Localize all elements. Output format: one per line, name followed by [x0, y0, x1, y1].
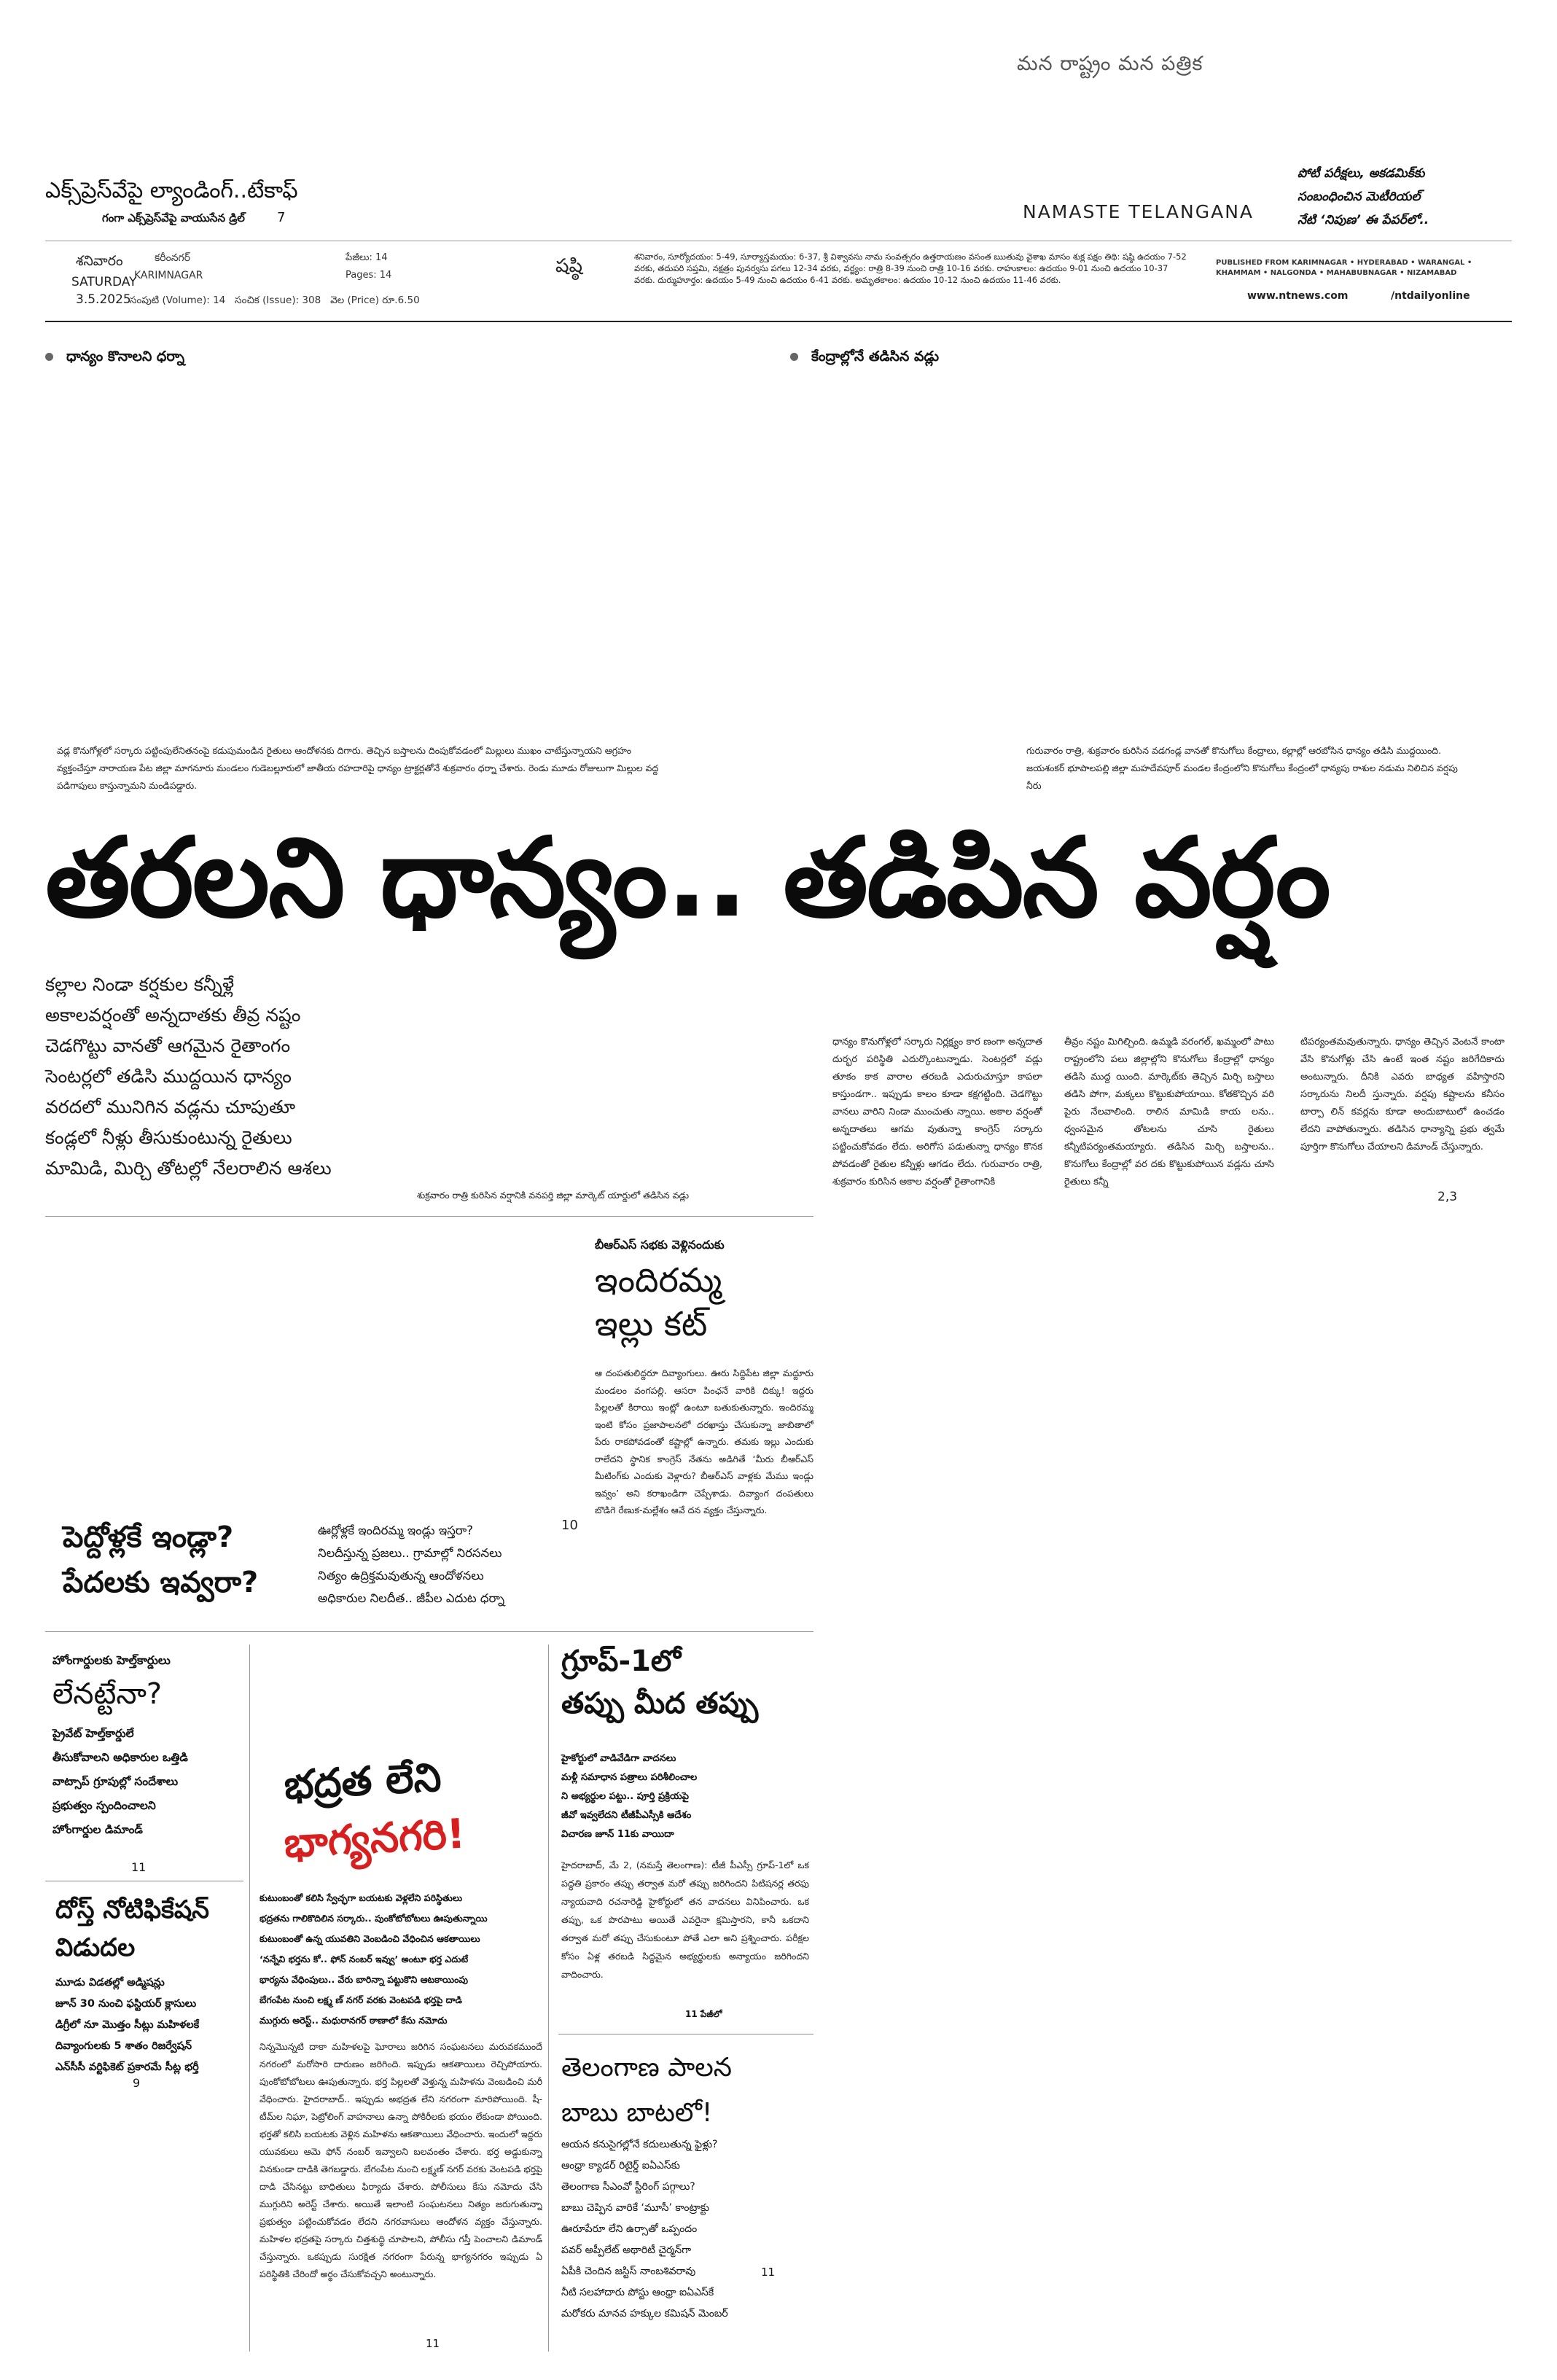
- photo-caption-left: వడ్ల కొనుగోళ్లలో సర్కారు పట్టింపులేనితనంపై కడుపుమండిన రైతులు ఆందోళనకు దిగారు. తెచ్చిన బస్తాలను దింపుకోవడంలో మిల్లులు ముఖం చాటేస్తున్నాయని ఆగ్రహం వ్యక్తంచేస్తూ నారాయణ పేట జిల్లా మాగనూరు మండలం గుడెబల్లూరులో జాతీయ రహదారిపై ధాన్యం ట్రాక్టర్లతోనే శుక్రవారం ధర్నా చేశారు. రెండు మూడు రోజులుగా మిల్లుల వద్ద పడిగాపులు కాస్తున్నామని మండిపడ్డారు.: [57, 745, 659, 791]
- social-link[interactable]: /ntdailyonline: [1391, 290, 1470, 302]
- col-rule-1: [249, 1644, 250, 2352]
- tithi: షష్ఠి: [555, 255, 583, 277]
- pages-telugu: పేజీలు: 14: [346, 252, 388, 263]
- bhagya-headline-2[interactable]: భాగ్యనగరి!: [283, 1810, 467, 1868]
- panchangam: శనివారం, సూర్యోదయం: 5-49, సూర్యాస్తమయం: 6-37, శ్రీ విశ్వావసు నామ సంవత్సరం ఉత్తరాయణం వసంత ఋతువు వైశాఖ మాసం శుక్ల పక్షం తిథి: షష్ఠి ఉదయం 7-52 వరకు, తదుపరి సప్తమి, నక్షత్రం పునర్వసు పగలు 12-34 వరకు, వర్జ్యం: రాత్రి 8-39 నుంచి రాత్రి 10-16 వరకు. రాహుకాలం: ఉదయం 9-01 నుంచి ఉదయం 10-37 వరకు. దుర్ముహూర్తం: ఉదయం 5-49 నుంచి ఉదయం 6-41 వరకు. అమృతకాలం: ఉదయం 10-12 నుంచి ఉదయం 11-46 వరకు.: [634, 251, 1187, 285]
- homeguards-headline[interactable]: లేనట్టేనా?: [52, 1677, 163, 1711]
- photo-label-right-text: కేంద్రాల్లోనే తడిసిన వడ్లు: [811, 348, 940, 364]
- website-link[interactable]: www.ntnews.com: [1247, 290, 1349, 302]
- date-value: 3.5.2025: [76, 292, 131, 307]
- lead-col-2: తీవ్రం నష్టం మిగిల్చింది. ఉమ్మడి వరంగల్, ఖమ్మంలో పాటు రాష్ట్రంలోని పలు జిల్లాల్లోని కొనుగోలు కేంద్రాల్లో ధాన్యం తడిసి ముద్ద యింది. మార్కెట్‌కు తెచ్చిన మిర్చి బస్తాలు తడిసి పోగా, మక్కలు కొట్టుకుపోయాయి. కోతకొచ్చిన వరి పైరు నేలవాలింది. రాలిన మామిడి కాయ లను.. ధ్వంసమైన తోటలను చూసి రైతులు కన్నీటిపర్యంతమయ్యారు. తడిసిన మిర్చి బస్తాలను.. కొనుగోలు కేంద్రాల్లో వర దకు కొట్టుకుపోయిన వడ్లను చూసి రైతులు కన్నీ: [1064, 1037, 1274, 1187]
- right-lower-blank: [831, 1229, 1512, 2352]
- bullet-icon: [45, 353, 53, 361]
- photo-wet-paddy: [790, 372, 1512, 729]
- photo-market-yard: [417, 974, 816, 1178]
- lead-photo-caption: శుక్రవారం రాత్రి కురిసిన వర్షానికి వనపర్తి జిల్లా మార్కెట్ యార్డులో తడిసిన వడ్లు: [417, 1190, 690, 1201]
- lead-col-1: ధాన్యం కొనుగోళ్లలో సర్కారు నిర్లక్ష్యం కార ణంగా అన్నదాత దుర్భర పరిస్థితి ఎదుర్కొంటున్నాడు. సెంటర్లలో వడ్లు తూకం కాక వారాల తరబడి ఎదురుచూస్తూ కాపలా కాస్తుండగా.. ఇప్పుడు కాలం కూడా కక్షగట్టింది. చెడగొట్టు వానలు వారిని నిండా ముంచుతు న్నాయి. అకాల వర్షంతో అన్నదాతలు ఆగమ వుతున్నా కాంగ్రెస్ సర్కారు పట్టించుకోవడం లేదు. అరిగోస పడుతున్నా ధాన్యం కొనక పోవడంతో రైతుల కన్నీళ్లు ఆగడం లేదు. గురువారం రాత్రి, శుక్రవారం కురిసిన అకాల వర్షంతో రైతాంగానికి: [832, 1037, 1042, 1187]
- dost-headline[interactable]: దోస్త్ నోటిఫికేషన్ విడుదల: [55, 1895, 210, 1962]
- left-teaser-title[interactable]: ఎక్స్‌ప్రెస్‌వేపై ల్యాండింగ్‌..టేకాఫ్: [45, 178, 298, 203]
- bhagya-body: నిన్నమొన్నటి దాకా మహిళలపై ఘోరాలు జరిగిన సంఘటనలు మరువకముందే నగరంలో మరోసారి దారుణం జరిగింది. ఇప్పుడు ఆకతాయిలు రెచ్చిపోయారు. పుంకోటోబోటలు ఊపుతున్నారు. భర్త పిల్లలతో వెళ్తున్న మహిళను వెంబడించి మరీ వేధించారు. హైదరాబాద్.. ఇప్పుడు అభద్రత లేని నగరంగా మారిపోయింది. షీ-టీమ్‌ల నిఘా, పెట్రోలింగ్ వాహనాలు ఉన్నా పోకిరీలకు భయం లేకుండా పోయింది. భర్తతో కలిసి బయటకు వెళ్లిన మహిళను ఆకతాయిలు వేధించారు. ఇందులో ఇద్దరు యువకులు ఆమె ఫోన్ నంబర్ ఇవ్వాలని బలవంతం చేశారు. భర్త అడ్డుకున్నా వినకుండా దాడికి తెగబడ్డారు. బేగంపేట నుంచి లక్ష్మణ్ నగర్ వరకు వెంటపడి భర్తపై దాడి చేసినట్టు బాధితులు ఫిర్యాదు చేశారు. పోలీసులు కేసు నమోదు చేసి ముగ్గురిని అరెస్ట్ చేశారు. అయితే ఇలాంటి సంఘటనలు నిత్యం జరుగుతున్నా ప్రభుత్వం పట్టించుకోవడం లేదని నగరవాసులు ఆందోళన వ్యక్తం చేస్తున్నారు. మహిళల భద్రతపై సర్కారు చిత్తశుద్ధి చూపాలని, పోలీసు గస్తీ పెంచాలని డిమాండ్ చేస్తున్నారు. ఒకప్పుడు సురక్షిత నగరంగా పేరున్న భాగ్యనగరం ఇప్పుడు ఏ పరిస్థితికి చేరిందో అర్థం చేసుకోవచ్చని అంటున్నారు.: [260, 2041, 542, 2279]
- lead-headline[interactable]: తరలని ధాన్యం.. తడిపిన వర్షం: [45, 815, 1330, 942]
- bhagya-headline-1[interactable]: భద్రత లేని: [283, 1754, 442, 1809]
- dost-page: 9: [133, 2076, 141, 2090]
- pages: Pages: 14: [346, 270, 392, 281]
- homeguards-page: 11: [131, 1860, 147, 1874]
- section-divider-mid: [45, 1631, 813, 1632]
- pedollake-headline[interactable]: పెద్దోళ్లకే ఇండ్లా? పేదలకు ఇవ్వరా?: [63, 1521, 259, 1599]
- group1-body: హైదరాబాద్, మే 2, (నమస్తే తెలంగాణ): టీజీ పీఎస్సీ గ్రూప్-1లో ఒక పద్ధతి ప్రకారం తప్పు తర్వాత మరో తప్పు జరిగిందని పిటిషనర్ల తరఫు న్యాయవాది రచనారెడ్డి హైకోర్టులో తన వాదనలు వినిపించారు. ఒక తప్పు, ఒక పొరపాటు అయితే ఎవరైనా క్షమిస్తారని, కానీ ఒకదాని తర్వాత మరో తప్పు చేసుకుంటూ పోతే ఎలా అని ప్రశ్నించారు. పరీక్షల కోసం ఏళ్ల తరబడి సిద్ధమైన అభ్యర్థులకు అన్యాయం జరిగిందని వాదించారు.: [561, 1860, 809, 1980]
- volume-line: సంపుటి (Volume): 14 సంచిక (Issue): 308 వెల (Price) రూ.6.50: [130, 294, 420, 306]
- lead-jump-page[interactable]: 2,3: [1437, 1190, 1458, 1204]
- edition: KARIMNAGAR: [134, 270, 203, 281]
- masthead-tagline: మన రాష్ట్రం మన పత్రిక: [1017, 52, 1203, 75]
- date-telugu: శనివారం: [76, 253, 123, 269]
- homeguards-kicker: హోంగార్డులకు హెల్త్‌కార్డులు: [52, 1653, 171, 1667]
- left-teaser-subtitle: గంగా ఎక్స్‌ప్రెస్‌వేపై వాయుసేన డ్రిల్: [102, 211, 245, 225]
- photo-caption-right: గురువారం రాత్రి, శుక్రవారం కురిసిన వడగండ్ల వానతో కొనుగోలు కేంద్రాలు, కల్లాల్లో ఆరబోసిన ధాన్యం తడిసి ముద్దయింది. జయశంకర్ భూపాలపల్లి జిల్లా మహదేవపూర్ మండల కేంద్రంలోని కొనుగోలు కేంద్రంలో ధాన్యపు రాశుల నడుమ నిలిచిన వర్షపు నీరు: [1026, 745, 1458, 791]
- date-day: SATURDAY: [71, 275, 137, 289]
- bullet-icon: [790, 353, 798, 361]
- babu-page: 11: [761, 2266, 776, 2279]
- lead-deck: కల్లాల నిండా కర్షకుల కన్నీళ్లే అకాలవర్షంతో అన్నదాతకు తీవ్ర నష్టం చెడగొట్టు వానతో ఆగమైన రైతాంగం సెంటర్లలో తడిసి ముద్దయిన ధాన్యం వరదలో మునిగిన వడ్లను చూపుతూ కండ్లలో నీళ్లు తీసుకుంటున్న రైతులు మామిడి, మిర్చి తోటల్లో నేలరాలిన ఆశలు: [45, 974, 332, 1179]
- indiramma-body: ఆ దంపతులిద్దరూ దివ్యాంగులు. ఊరు సిద్దిపేట జిల్లా మద్దూరు మండలం వంగపల్లి. ఆసరా పింఛనే వారికి దిక్కు! ఇద్దరు పిల్లలతో కిరాయి ఇంట్లో ఉంటూ బతుకుతున్నారు. ఇందిరమ్మ ఇంటి కోసం ప్రజాపాలనలో దరఖాస్తు చేసుకున్నా జాబితాలో పేరు రాకపోవడంతో కష్టాల్లో ఉన్నారు. తమకు ఇల్లు ఎందుకు రాలేదని స్థానిక కాంగ్రెస్ నేతను అడిగితే ‘మీరు బీఆర్ఎస్ మీటింగ్‌కు ఎందుకు వెళ్లారు? బీఆర్ఎస్ వాళ్లకు మేము ఇండ్లు ఇవ్వం’ అని కరాఖండిగా చెప్పేశాడు. దివ్యాంగ దంపతులు బొడిగె రేణుక-మల్లేశం ఆవే దన వ్యక్తం చేస్తున్నారు.: [595, 1367, 813, 1515]
- photo-label-right: [790, 348, 939, 368]
- photo-indiramma-house: [45, 1229, 571, 1500]
- dost-body: మూడు విడతల్లో అడ్మిషన్లు జూన్ 30 నుంచి ఫస్టియర్ క్లాసులు డిగ్రీలో నూ మొత్తం సీట్లు మహిళలకే దివ్యాంగులకు 5 శాతం రిజర్వేషన్ ఎన్‌సీసీ వర్టిఫికెట్ ప్రకారమే సీట్ల భర్తీ: [55, 1977, 200, 2073]
- indiramma-headline[interactable]: ఇందిరమ్మ ఇల్లు కట్: [595, 1260, 722, 1343]
- group1-deck: హైకోర్టులో వాడివేడిగా వాదనలు మళ్లీ సమాధాన పత్రాలు పరిశీలించాల ని అభ్యర్థుల పట్టు.. పూర్తి ప్రక్రియపై జీవో ఇవ్వలేదని టీజీపీఎస్సీకి ఆదేశం విచారణ జూన్ 11కు వాయిదా: [561, 1753, 698, 1840]
- homeguards-body: ప్రైవేట్ హెల్త్‌కార్డులే తీసుకోవాలని అధికారుల ఒత్తిడి వాట్సాప్ గ్రూపుల్లో సందేశాలు ప్రభుత్వం స్పందించాలని హోంగార్డుల డిమాండ్: [52, 1727, 188, 1836]
- published-from: PUBLISHED FROM KARIMNAGAR • HYDERABAD • WARANGAL • KHAMMAM • NALGONDA • MAHABUBNAGAR • NIZAMABAD: [1216, 259, 1472, 277]
- lead-col-3: టిపర్యంతమవుతున్నారు. ధాన్యం తెచ్చిన వెంటనే కాంటా వేసి కొనుగోళ్లు చేసి ఉంటే ఇంత నష్టం జరిగేదికాదు అంటున్నారు. దీనికి ఎవరు బాధ్యత వహిస్తారని సర్కారును నిలదీ స్తున్నారు. వర్షపు కష్టాలను కనీసం టార్పా లిన్ కవర్లను కూడా అందుబాటులో ఉంచడం లేదని వాపోతున్నారు. తడిసిన ధాన్యాన్ని ప్రభు త్వమే పూర్తిగా కొనుగోలు చేయాలని డిమాండ్ చేస్తున్నారు.: [1300, 1037, 1505, 1152]
- photo-dharna: [45, 372, 774, 729]
- babu-headline[interactable]: తెలంగాణ పాలన బాబు బాటలో!: [561, 2053, 733, 2128]
- photo-label-left: [45, 348, 184, 368]
- col-rule-2: [548, 1644, 549, 2352]
- bhagya-deck: కుటుంబంతో కలిసి స్వేచ్ఛగా బయటకు వెళ్లలేని పరిస్థితులు భద్రతను గాలికొదిలిన సర్కారు.. పుంకోటోబోటలు ఊపుతున్నాయి కుటుంబంతో ఉన్న యువతిని వెంబడించి వేధించిన ఆకతాయిలు ‘నన్నేవి భర్తను కో.. ఫోన్ నంబర్ ఇవ్వు’ అంటూ భర్త ఎదుటే భార్యను వేధింపులు.. వేరు బారిన్నా పట్టుకొని ఆటకాయింపు బేగంపేట నుంచి లక్ష్మ ణ్ నగర్ వరకు వెంటపడి భర్తపై దాడి ముగ్గురు అరెస్ట్.. మధురానగర్ ఠాణాలో కేసు నమోదు: [260, 1892, 488, 2026]
- pedollake-deck: ఊర్లోళ్లకే ఇందిరమ్మ ఇండ్లు ఇస్తరా? నిలదీస్తున్న ప్రజలు.. గ్రామాల్లో నిరసనలు నిత్యం ఉద్రిక్తమవుతున్న ఆందోళనలు అధికారుల నిలదీత.. జీపీల ఎదుట ధర్నా: [318, 1523, 505, 1605]
- group1-page: 11 పేజీలో: [685, 2009, 722, 2019]
- pedollake-page: 10: [561, 1518, 578, 1533]
- right-teaser[interactable]: పోటీ పరీక్షలు, అకడమిక్‌కు సంబంధించిన మెటీరియల్ నేటి ‘నిపుణ’ ఈ పేపర్‌లో..: [1298, 166, 1429, 227]
- bhagya-page: 11: [426, 2337, 440, 2350]
- brand-name: NAMASTE TELANGANA: [1023, 201, 1254, 222]
- babu-body: ఆయన కనుసైగల్లోనే కదులుతున్న ఫైళ్లు? ఆంధ్రా క్యాడర్ రిటైర్డ్ ఐఏఎస్‌కు తెలంగాణ సీఎంవో స్టీరింగ్ పగ్గాలు? బాబు చెప్పిన వారికే ‘మూసీ’ కాంట్రాక్టు ఊరూపేరూ లేని ఉర్సాతో ఒప్పందం పవర్ అప్పీలేట్ అథారిటీ చైర్మన్‌గా ఏపీకి చెందిన జస్టిస్ నాంబశివరావు నీటి సలహాదారు పోస్టు ఆంధ్రా ఐఏఎస్‌కే మరోకరు మానవ హక్కుల కమిషన్ మెంబర్: [561, 2139, 728, 2319]
- lead-bottom-rule: [45, 1216, 813, 1217]
- left-teaser-page: 7: [277, 210, 286, 225]
- masthead-bottom-rule: [45, 321, 1512, 322]
- group1-headline[interactable]: గ్రూప్-1లో తప్పు మీద తప్పు: [561, 1644, 759, 1720]
- edition-telugu: కరీంనగర్: [155, 252, 190, 264]
- photo-label-left-text: ధాన్యం కొనాలని ధర్నా: [66, 348, 185, 364]
- indiramma-kicker: బీఆర్ఎస్ సభకు వెళ్లినందుకు: [595, 1238, 725, 1252]
